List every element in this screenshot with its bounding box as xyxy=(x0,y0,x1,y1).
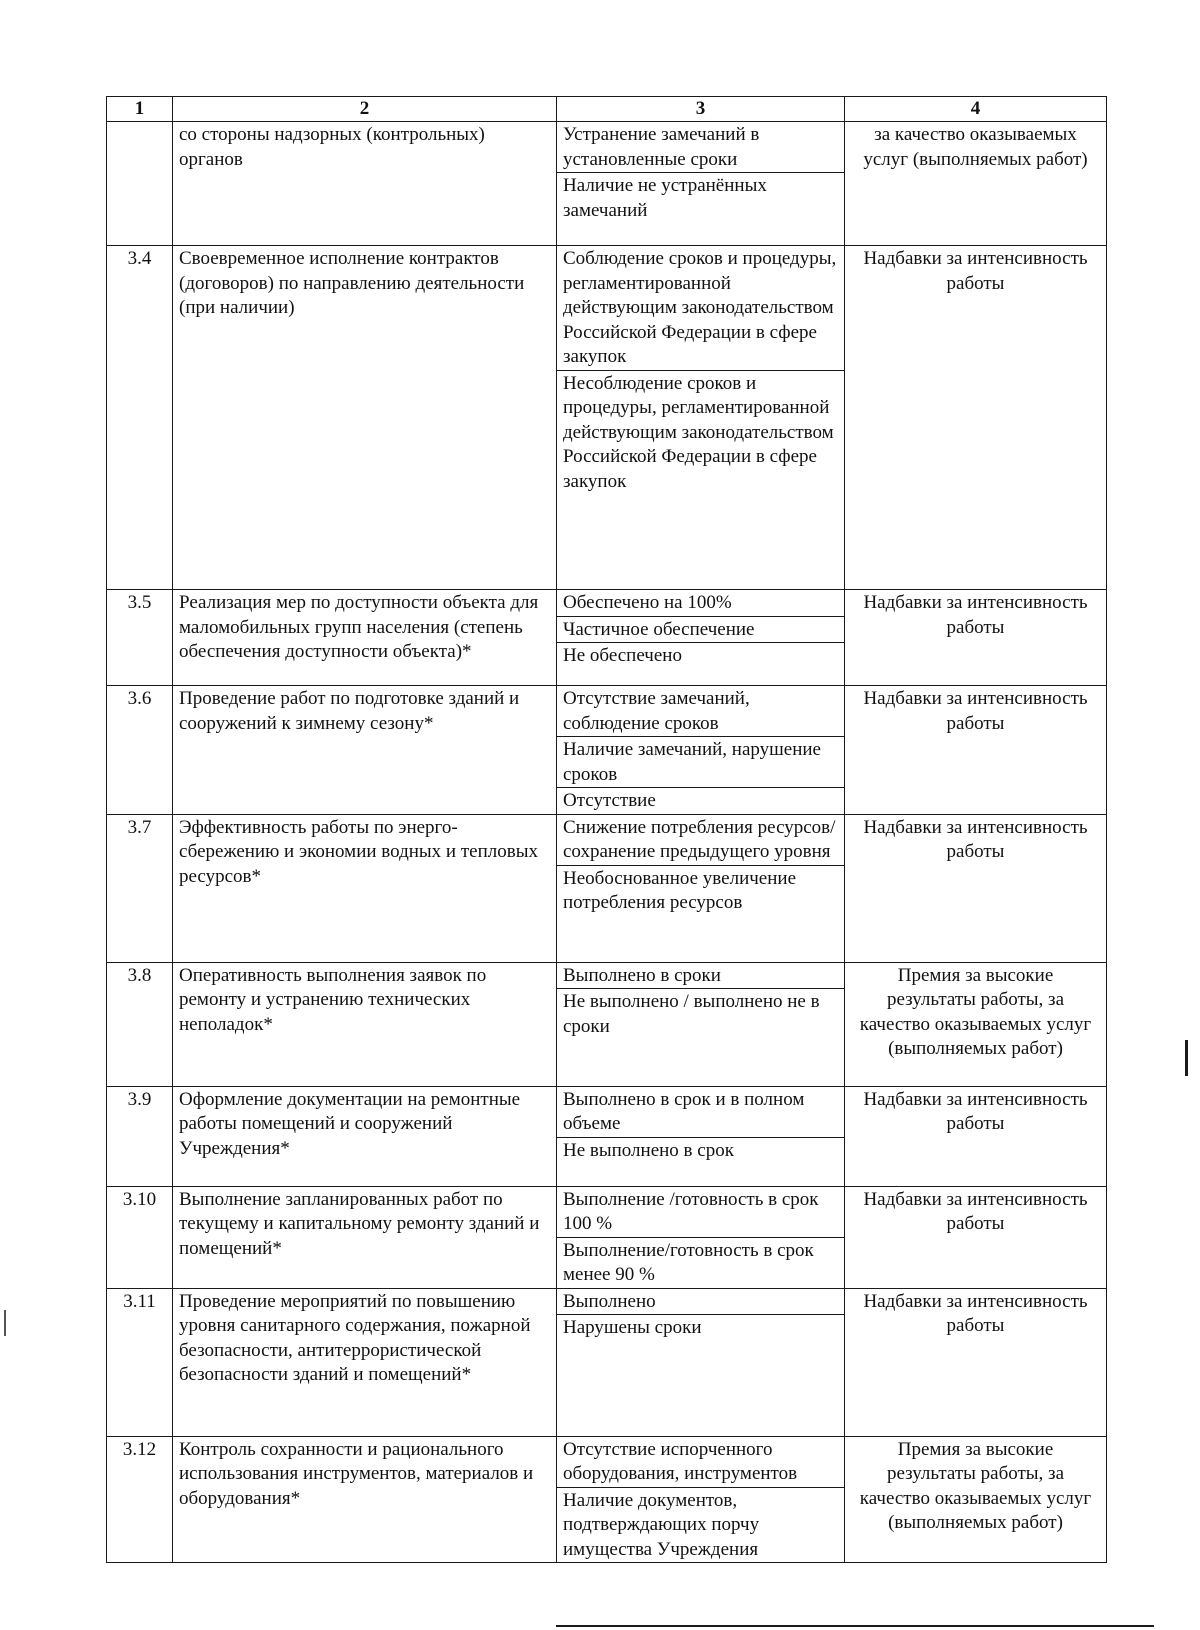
header-col-4: 4 xyxy=(845,97,1107,122)
indicator-cell: Реализация мер по доступности объекта для маломобильных групп населения (степень обеспечения доступности объекта)* xyxy=(173,590,557,686)
table-row xyxy=(107,1186,1107,1288)
payment-cell: за качество оказываемых услуг (выполняемых работ) xyxy=(845,122,1107,246)
payment-cell: Надбавки за интенсивность работы xyxy=(845,686,1107,815)
header-row xyxy=(107,97,1107,122)
table-row xyxy=(107,962,1107,1086)
criterion: Наличие замечаний, нарушение сроков xyxy=(557,736,844,787)
criteria-cell xyxy=(557,1288,845,1436)
criterion: Частичное обеспечение xyxy=(557,616,844,643)
criteria-cell xyxy=(557,1186,845,1288)
criterion: Устранение замечаний в установленные сроки xyxy=(563,124,760,170)
payment-cell: Надбавки за интенсивность работы xyxy=(845,1086,1107,1186)
payment-cell: Надбавки за интенсивность работы xyxy=(845,814,1107,962)
payment-cell: Надбавки за интенсивность работы xyxy=(845,246,1107,590)
row-number xyxy=(107,122,173,246)
table-row xyxy=(107,1086,1107,1186)
criteria-cell xyxy=(557,246,845,590)
criterion: Несоблюдение сроков и процедуры, регламентированной действующим законодательством Российской Федерации в сфере закупок xyxy=(557,370,844,495)
criterion: Отсутствие испорченного оборудования, инструментов xyxy=(563,1438,798,1484)
payment-cell: Премия за высокие результаты работы, за качество оказываемых услуг (выполняемых работ) xyxy=(845,962,1107,1086)
criteria-cell xyxy=(557,122,845,246)
scan-mark-right xyxy=(1185,1040,1188,1076)
header-col-2: 2 xyxy=(173,97,557,122)
table-row xyxy=(107,1436,1107,1563)
row-number: 3.9 xyxy=(107,1086,173,1186)
criterion: Выполнение /готовность в срок 100 % xyxy=(563,1188,819,1234)
indicator-cell: Эффективность работы по энерго-сбережению и экономии водных и тепловых ресурсов* xyxy=(173,814,557,962)
indicator-cell: Оформление документации на ремонтные работы помещений и сооружений Учреждения* xyxy=(173,1086,557,1186)
table-row xyxy=(107,590,1107,686)
row-number: 3.10 xyxy=(107,1186,173,1288)
criterion: Обеспечено на 100% xyxy=(563,592,732,613)
criterion: Не выполнено в срок xyxy=(557,1137,844,1164)
criteria-cell xyxy=(557,814,845,962)
criterion: Соблюдение сроков и процедуры, регламентированной действующим законодательством Российской Федерации в сфере закупок xyxy=(563,248,837,367)
row-number: 3.4 xyxy=(107,246,173,590)
indicator-cell: Своевременное исполнение контрактов (договоров) по направлению деятельности (при наличии) xyxy=(173,246,557,590)
criterion: Не обеспечено xyxy=(557,642,844,669)
table-body xyxy=(107,122,1107,1563)
row-number: 3.7 xyxy=(107,814,173,962)
table-row xyxy=(107,686,1107,815)
criteria-table xyxy=(106,96,1107,1563)
criterion: Наличие документов, подтверждающих порчу имущества Учреждения xyxy=(557,1487,844,1563)
criterion: Наличие не устранённых замечаний xyxy=(557,172,844,223)
header-col-1: 1 xyxy=(107,97,173,122)
criterion: Нарушены сроки xyxy=(557,1314,844,1341)
row-number: 3.6 xyxy=(107,686,173,815)
payment-cell: Надбавки за интенсивность работы xyxy=(845,1288,1107,1436)
criterion: Необоснованное увеличение потребления ресурсов xyxy=(557,865,844,916)
indicator-cell: Оперативность выполнения заявок по ремонту и устранению технических неполадок* xyxy=(173,962,557,1086)
scan-mark-left xyxy=(4,1310,6,1336)
table-row xyxy=(107,814,1107,962)
criteria-cell xyxy=(557,962,845,1086)
criterion: Снижение потребления ресурсов/сохранение предыдущего уровня xyxy=(563,816,836,862)
criterion: Не выполнено / выполнено не в сроки xyxy=(557,988,844,1039)
indicator-cell: Проведение работ по подготовке зданий и сооружений к зимнему сезону* xyxy=(173,686,557,815)
table-row xyxy=(107,122,1107,246)
payment-cell: Надбавки за интенсивность работы xyxy=(845,590,1107,686)
indicator-cell: Выполнение запланированных работ по текущему и капитальному ремонту зданий и помещений* xyxy=(173,1186,557,1288)
indicator-cell: Проведение мероприятий по повышению уровня санитарного содержания, пожарной безопасности, антитеррористической безопасности зданий и помещений* xyxy=(173,1288,557,1436)
bottom-rule xyxy=(556,1625,1154,1627)
table-header xyxy=(107,97,1107,122)
row-number: 3.5 xyxy=(107,590,173,686)
criteria-cell xyxy=(557,1086,845,1186)
row-number: 3.8 xyxy=(107,962,173,1086)
criteria-cell xyxy=(557,1436,845,1563)
indicator-cell: со стороны надзорных (контрольных) органов xyxy=(173,122,557,246)
criterion: Выполнено xyxy=(563,1290,656,1312)
payment-cell: Премия за высокие результаты работы, за качество оказываемых услуг (выполняемых работ) xyxy=(845,1436,1107,1563)
criterion: Выполнение/готовность в срок менее 90 % xyxy=(557,1237,844,1288)
criterion: Выполнено в сроки xyxy=(563,964,721,986)
table-row xyxy=(107,1288,1107,1436)
criterion: Отсутствие xyxy=(557,787,844,814)
table-row xyxy=(107,246,1107,590)
header-col-3: 3 xyxy=(557,97,845,122)
row-number: 3.12 xyxy=(107,1436,173,1563)
criterion: Выполнено в срок и в полном объеме xyxy=(563,1088,805,1134)
indicator-cell: Контроль сохранности и рационального использования инструментов, материалов и оборудования* xyxy=(173,1436,557,1563)
criteria-cell xyxy=(557,686,845,815)
payment-cell: Надбавки за интенсивность работы xyxy=(845,1186,1107,1288)
criterion: Отсутствие замечаний, соблюдение сроков xyxy=(563,688,750,734)
row-number: 3.11 xyxy=(107,1288,173,1436)
criteria-cell xyxy=(557,590,845,686)
